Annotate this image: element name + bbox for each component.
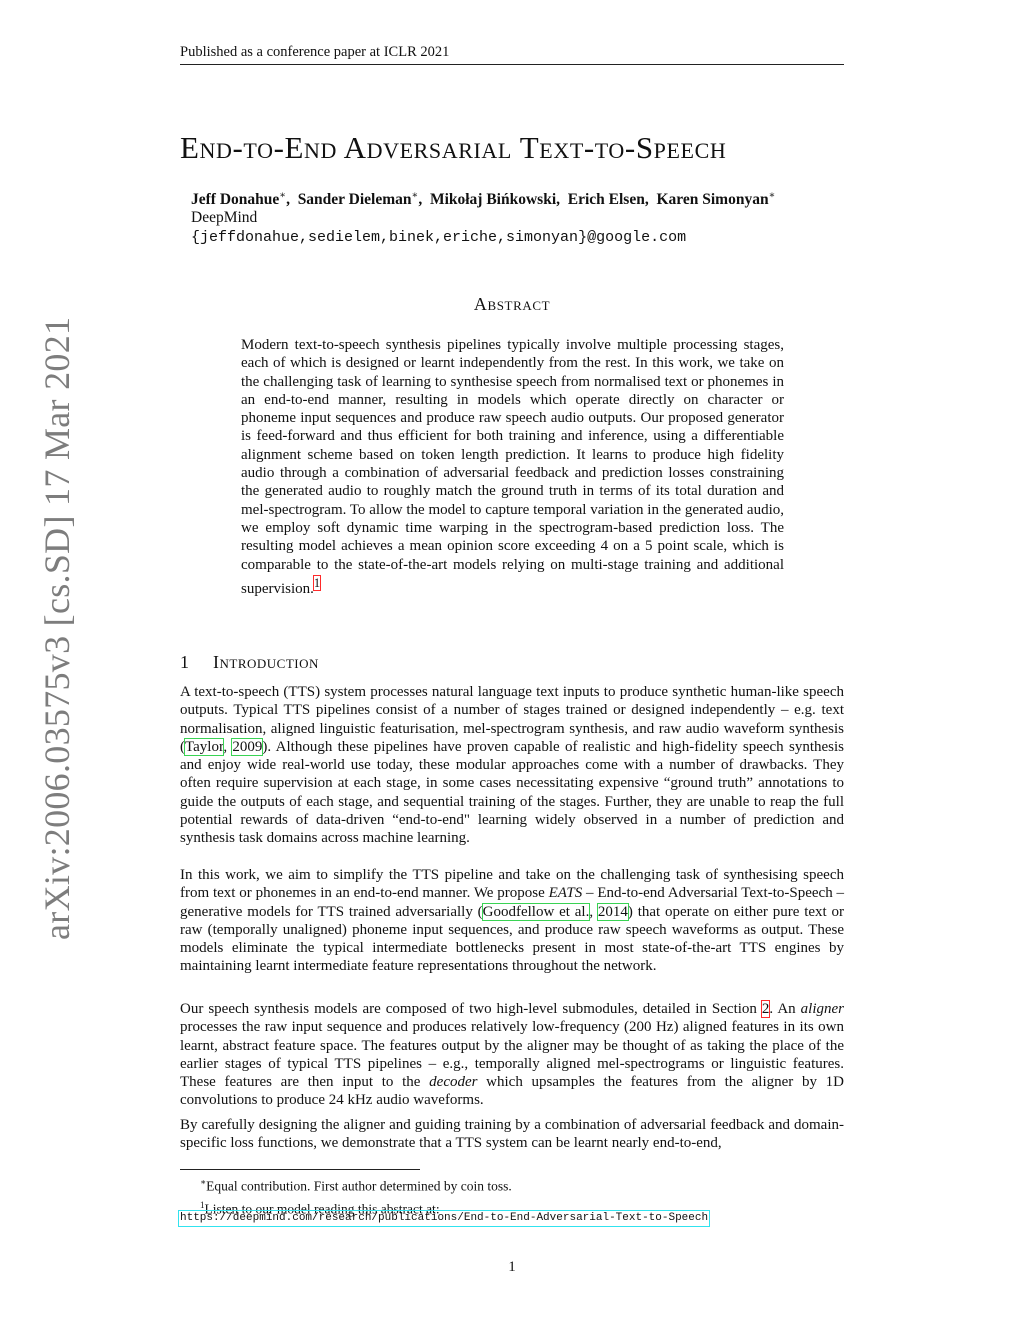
paragraph: [180, 1116, 844, 1153]
footnote-link[interactable]: 1: [313, 575, 321, 590]
affiliation: DeepMind: [191, 209, 258, 226]
equal-contribution-mark[interactable]: ∗: [768, 190, 776, 201]
footnote-url-link[interactable]: https://deepmind.com/research/publications/End-to-End-Adversarial-Text-to-Speech: [180, 1212, 709, 1224]
footnote-text: Equal contribution. First author determined by coin toss.: [206, 1178, 512, 1194]
page-number: 1: [508, 1259, 516, 1275]
author-name: Erich Elsen: [567, 191, 645, 209]
section-reference-link[interactable]: 2: [761, 1001, 770, 1017]
term-emphasis: aligner: [800, 1001, 844, 1017]
running-head: Published as a conference paper at ICLR 2021: [180, 44, 844, 65]
footnote-mark: 1: [200, 1199, 205, 1210]
citation-link[interactable]: Goodfellow et al.: [482, 903, 590, 920]
footnote-equal-contribution: [200, 1173, 820, 1196]
footnote-divider: [180, 1169, 420, 1170]
section-heading: [180, 652, 319, 673]
citation-link[interactable]: 2009: [232, 738, 263, 755]
paragraph-text: Our speech synthesis models are composed of two high-level submodules, detailed in Section: [180, 1001, 762, 1017]
author-name: Sander Dieleman: [297, 191, 412, 209]
paragraph-text: ,: [223, 738, 233, 755]
author-name: Jeff Donahue: [191, 191, 280, 209]
paragraph-text: By carefully designing the aligner and guiding training by a combination of adversarial feedback and domain-specific loss functions, we demonstrate that a TTS system can be learnt nearly end-to-end,: [180, 1117, 844, 1152]
author-name: Mikołaj Bińkowski: [429, 191, 557, 209]
paragraph-text: ) that operate on either pure text or raw (temporally unaligned) phoneme input sequences, and produce raw speech waveforms as output. These models eliminate the typical intermediate bottlenecks present in most state-of-the-art TTS engines by maintaining learnt intermediate feature representations throughout the network.: [180, 903, 844, 975]
equal-contribution-mark[interactable]: ∗: [411, 190, 419, 201]
footnote-text: Listen to our model reading this abstract at:: [204, 1201, 440, 1216]
arxiv-identifier-watermark[interactable]: arXiv:2006.03575v3 [cs.SD] 17 Mar 2021: [37, 316, 77, 940]
paragraph: [180, 683, 844, 848]
paragraph-text: . An: [769, 1001, 801, 1017]
paragraph-text: ,: [589, 903, 598, 920]
abstract-heading: Abstract: [473, 294, 551, 314]
author-name: Karen Simonyan: [656, 191, 769, 209]
model-name: EATS: [548, 885, 583, 902]
paragraph-text: In this work, we aim to simplify the TTS pipeline and take on the challenging task of synthesising speech from text or phonemes in an end-to-end manner. We propose: [180, 867, 844, 902]
term-emphasis: decoder: [429, 1074, 478, 1091]
paragraph-text: processes the raw input sequence and produces relatively low-frequency (200 Hz) aligned features in its own learnt, abstract feature space. The features output by the aligner may be thought of as taking the place of the earlier stages of typical TTS pipelines – e.g., temporally aligned mel-spectrograms or linguistic features. These features are then input to the: [180, 1019, 844, 1091]
paper-title: End-to-End Adversarial Text-to-Speech: [180, 130, 727, 165]
footnote-mark: ∗: [200, 1177, 207, 1187]
section-number: 1: [180, 652, 190, 672]
citation-link[interactable]: 2014: [597, 903, 628, 920]
paragraph-text: A text-to-speech (TTS) system processes natural language text inputs to produce synthetic human-like speech outputs. Typical TTS pipelines consist of a number of stages trained or designed independently – e.g. text normalisation, aligned linguistic featurisation, mel-spectrogram synthesis, and raw audio waveform synthesis (: [180, 684, 844, 755]
author-list: Jeff Donahue∗, Sander Dieleman∗, Mikołaj Bińkowski, Erich Elsen, Karen Simonyan∗: [191, 190, 776, 209]
equal-contribution-mark[interactable]: ∗: [279, 190, 287, 201]
paragraph-text: ). Although these pipelines have proven capable of realistic and high-fidelity speech synthesis and enjoy wide real-world use today, these modular approaches come with a number of drawbacks. They often require supervision at each stage, in some cases necessitating expensive “ground truth” annotations to guide the outputs of each stage, and sequential training of the stages. Further, they are unable to reap the full potential rewards of data-driven “end-to-end" learning widely observed in a number of prediction and synthesis task domains across machine learning.: [180, 738, 845, 847]
author-emails: {jeffdonahue,sedielem,binek,eriche,simonyan}@google.com: [191, 229, 687, 246]
paragraph: [180, 866, 844, 976]
abstract-text: Modern text-to-speech synthesis pipelines typically involve multiple processing stages, each of which is designed or learnt independently from the rest. In this work, we take on the challenging task of learning to synthesise speech from normalised text or phonemes in an end-to-end manner, resulting in models which operate directly on character or phoneme input sequences and produce raw speech audio outputs. Our proposed generator is feed-forward and thus efficient for both training and inference, using a differentiable alignment scheme based on token length prediction. It learns to produce high fidelity audio through a combination of adversarial feedback and prediction losses constraining the generated audio to roughly match the ground truth in terms of its total duration and mel-spectrogram. To allow the model to capture temporal variation in the generated audio, we employ soft dynamic time warping in the spectrogram-based prediction loss. The resulting model achieves a mean opinion score exceeding 4 on a 5 point scale, which is comparable to the state-of-the-art models relying on multi-stage training and additional supervision.: [241, 337, 784, 597]
paragraph-text: – End-to-end Adversarial Text-to-Speech – generative models for TTS trained adversarially (: [180, 885, 845, 920]
paragraph: [180, 1000, 844, 1110]
citation-link[interactable]: Taylor: [185, 738, 224, 755]
section-title: Introduction: [213, 652, 319, 672]
abstract-body: [241, 336, 784, 598]
paragraph-text: which upsamples the features from the aligner by 1D convolutions to produce 24 kHz audio waveforms.: [180, 1074, 844, 1109]
